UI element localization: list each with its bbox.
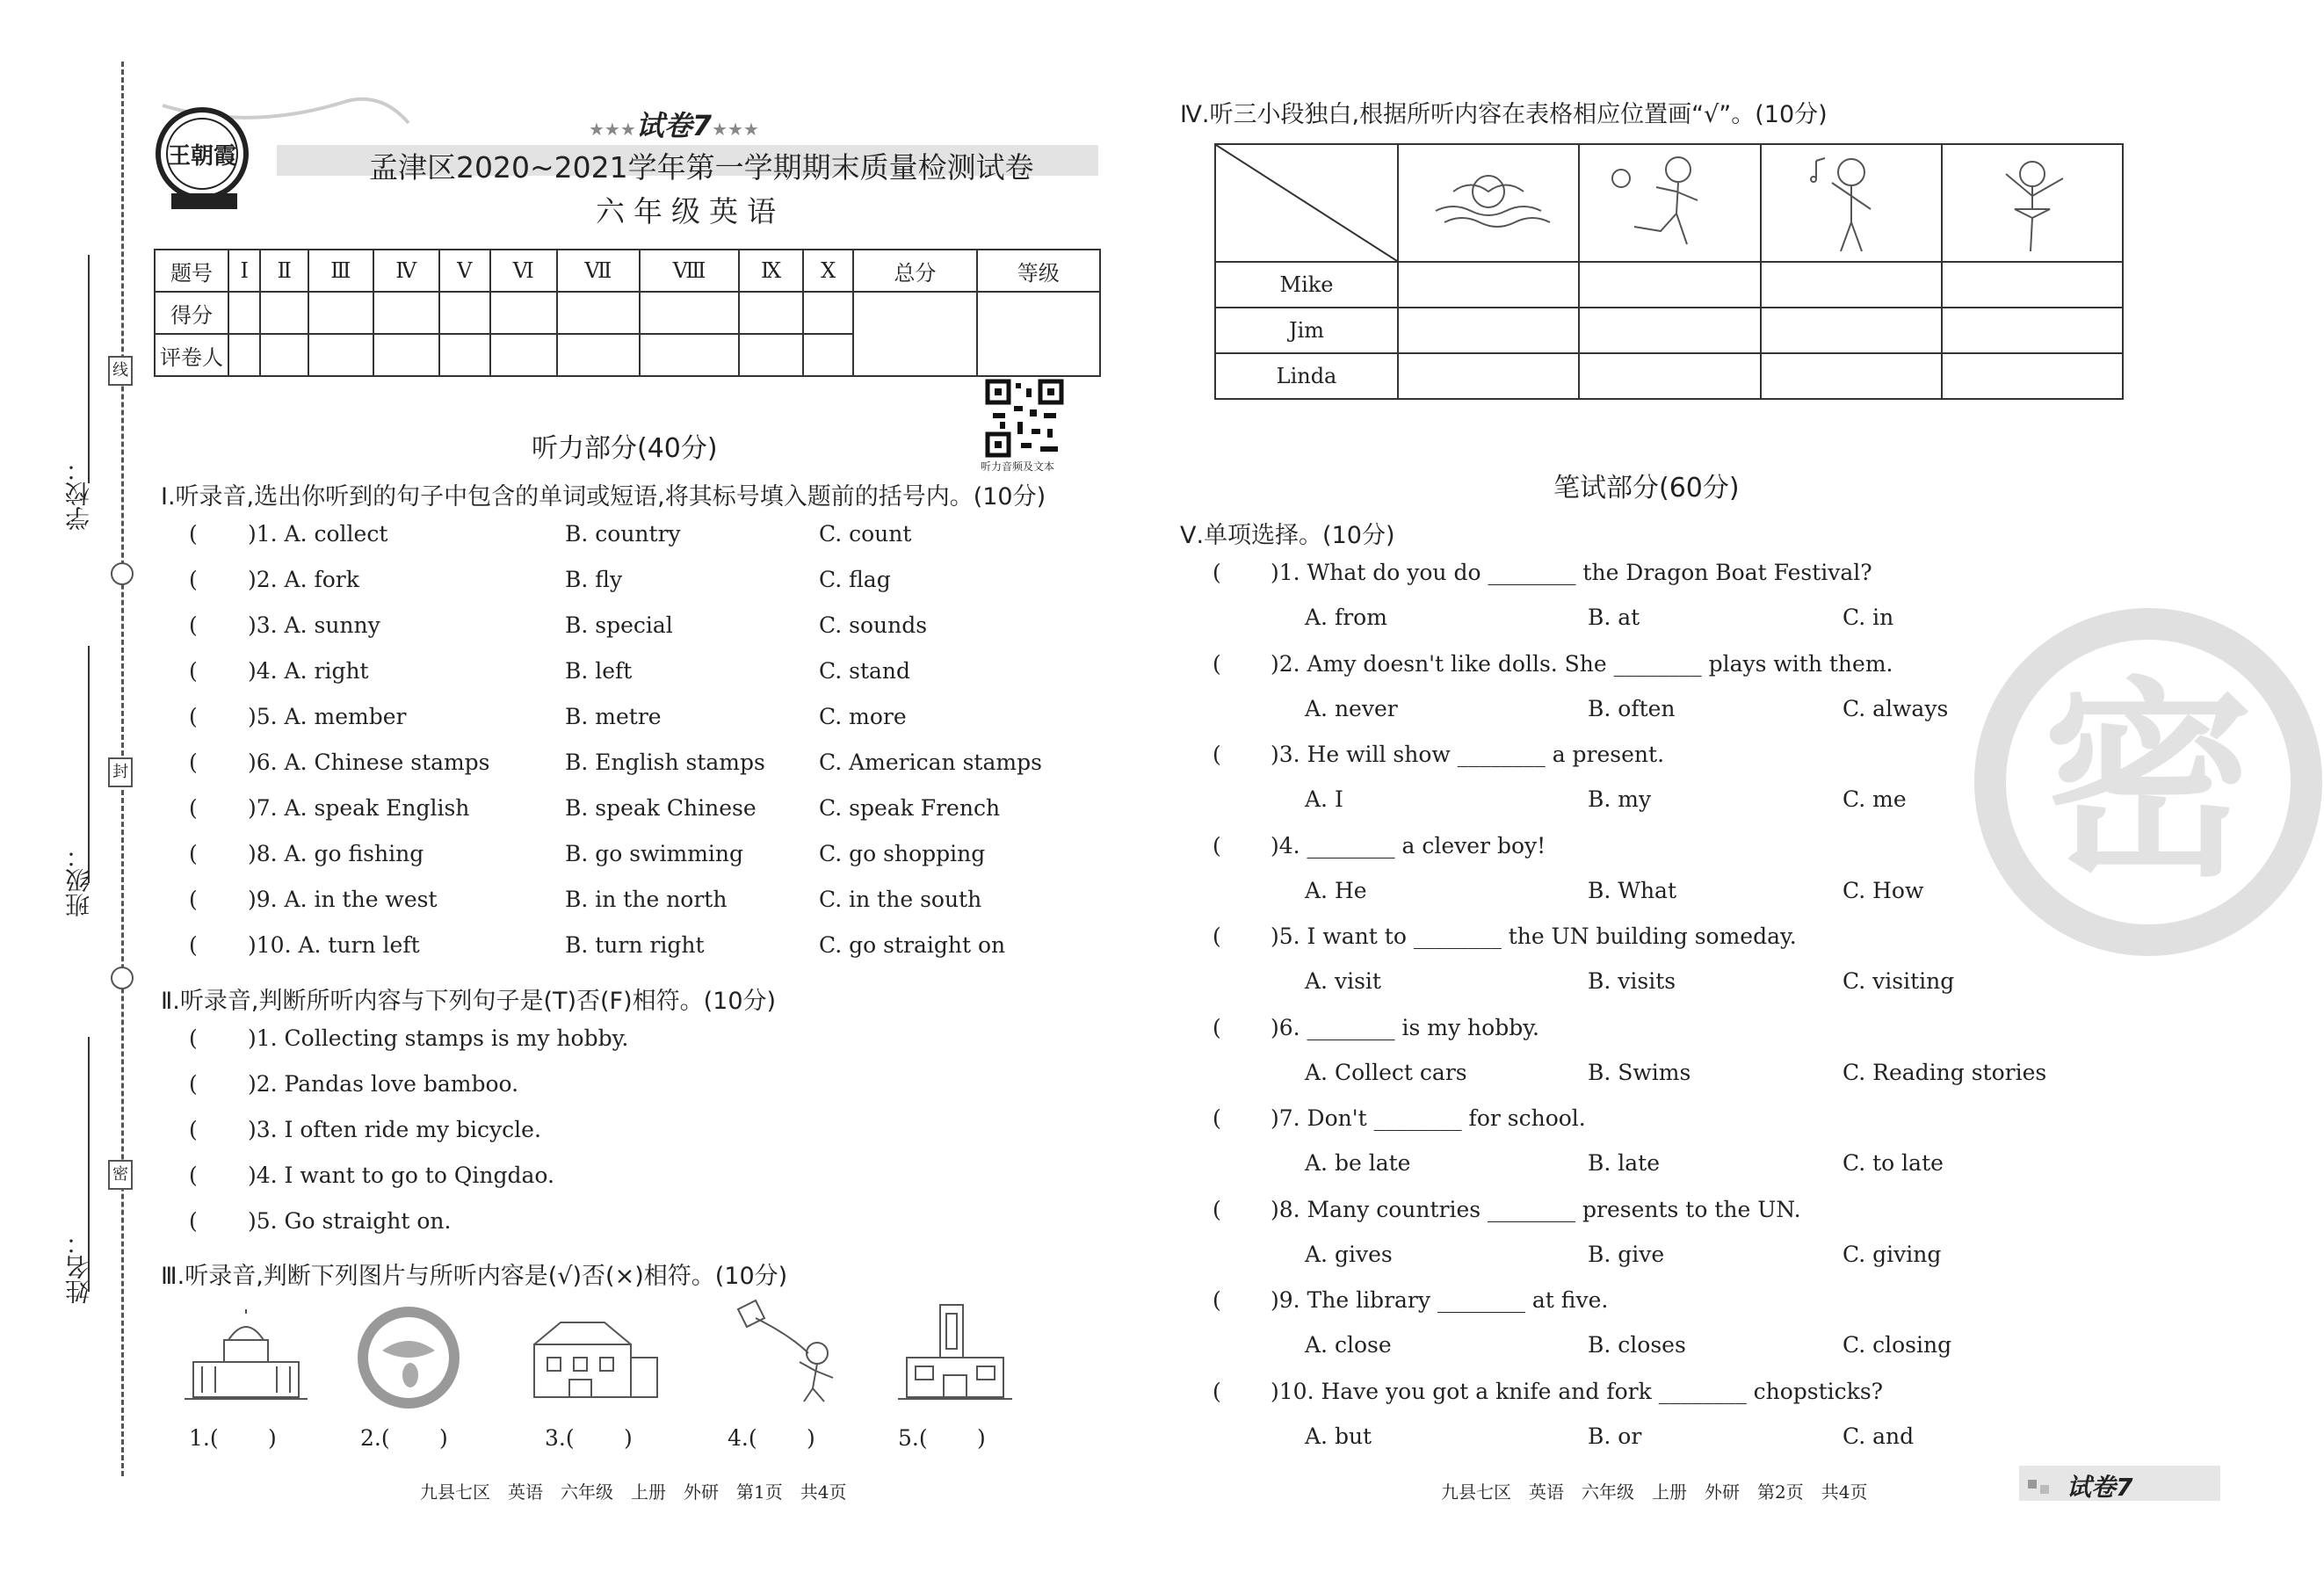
qr-code[interactable] [986, 380, 1063, 457]
part3-number: 4.( [728, 1425, 757, 1451]
tower-building-picture [898, 1300, 1012, 1406]
part1-option-c: C. speak French [819, 795, 1001, 821]
tick-cell[interactable] [1579, 353, 1760, 399]
part1-option-c: C. sounds [819, 612, 928, 638]
part2-question-row [189, 1163, 804, 1192]
part1-question-row [189, 841, 1032, 871]
part1-option-a: )7. A. speak English [248, 795, 470, 821]
answer-bracket-close[interactable]: ) [624, 1425, 633, 1451]
score-header-cell: Ⅰ [228, 250, 260, 292]
part3-number: 2.( [360, 1425, 390, 1451]
part3-number: 3.( [545, 1425, 575, 1451]
part5-option-c: C. and [1843, 1423, 1915, 1449]
answer-bracket[interactable]: ( [1213, 1105, 1221, 1131]
answer-bracket[interactable]: ( [189, 841, 198, 866]
part5-question-row [1213, 1379, 2091, 1409]
part5-question-row [1213, 560, 2091, 590]
part1-question-row [189, 612, 1032, 642]
dancing-picture-cell [1942, 144, 2123, 262]
person-mike: Mike [1215, 262, 1398, 308]
binding-hole [111, 562, 134, 585]
part3-answer-label [898, 1425, 1021, 1455]
score-header-cell: 总分 [853, 250, 976, 292]
grader-cell[interactable] [490, 334, 557, 376]
listening-title: 听力部分(40分) [532, 433, 718, 464]
part3-answer-label [189, 1425, 312, 1455]
part1-question-row [189, 932, 1032, 962]
grader-cell[interactable] [640, 334, 739, 376]
part2-statement: )5. Go straight on. [248, 1208, 452, 1234]
tick-cell[interactable] [1398, 308, 1579, 353]
score-cell[interactable] [373, 292, 440, 334]
part5-option-b: B. late [1588, 1150, 1661, 1176]
exam-subtitle: 六年级英语 [596, 194, 785, 228]
score-header-cell: 题号 [155, 250, 228, 292]
part4-table [1214, 143, 2124, 400]
answer-bracket[interactable]: ( [189, 1071, 198, 1097]
tick-cell[interactable] [1579, 262, 1760, 308]
part5-options-row [1305, 1332, 2096, 1362]
tick-cell[interactable] [1761, 308, 1942, 353]
part5-option-c: C. to late [1843, 1150, 1944, 1176]
answer-bracket-close[interactable]: ) [268, 1425, 277, 1451]
watermark-text: 密 [2042, 659, 2254, 905]
part5-option-c: C. Reading stories [1843, 1059, 2047, 1085]
part5-option-b: B. or [1588, 1423, 1642, 1449]
part1-option-a: )8. A. go fishing [248, 841, 424, 866]
part5-options-row [1305, 1242, 2096, 1271]
binding-char-mi: 密 [108, 1160, 133, 1190]
part5-option-a: A. but [1305, 1423, 1372, 1449]
part1-question-row [189, 795, 1032, 825]
part3-answer-label [360, 1425, 483, 1455]
part5-question: )8. Many countries ________ presents to the UN. [1271, 1196, 1801, 1222]
part2-statement: )1. Collecting stamps is my hobby. [248, 1025, 629, 1051]
part1-option-a: )9. A. in the west [248, 887, 438, 912]
no-food-sign-picture [356, 1305, 461, 1410]
score-header-cell: 等级 [977, 250, 1100, 292]
part5-options-row [1305, 1423, 2096, 1453]
part5-options-row [1305, 1060, 2096, 1090]
part1-option-b: B. country [565, 521, 681, 547]
score-cell[interactable] [260, 292, 308, 334]
part5-question-row [1213, 742, 2091, 772]
part2-heading: Ⅱ.听录音,判断所听内容与下列句子是(T)否(F)相符。(10分) [161, 988, 777, 1015]
part1-option-b: B. fly [565, 567, 623, 592]
person-linda: Linda [1215, 353, 1398, 399]
part5-option-c: C. How [1843, 877, 1924, 903]
part1-option-c: C. American stamps [819, 750, 1042, 775]
score-header-cell: Ⅸ [739, 250, 803, 292]
part5-option-a: A. gives [1305, 1241, 1393, 1267]
part5-option-c: C. visiting [1843, 968, 1955, 994]
part5-question-row [1213, 924, 2091, 953]
part1-option-b: B. English stamps [565, 750, 765, 775]
answer-bracket[interactable]: ( [1213, 1014, 1221, 1040]
part3-heading: Ⅲ.听录音,判断下列图片与所听内容是(√)否(×)相符。(10分) [161, 1263, 788, 1290]
score-header-cell: Ⅷ [640, 250, 739, 292]
footer-left: 九县七区 英语 六年级 上册 外研 第1页 共4页 [420, 1481, 847, 1503]
tick-cell[interactable] [1942, 353, 2123, 399]
answer-bracket[interactable]: ( [1213, 742, 1221, 767]
part2-statement: )4. I want to go to Qingdao. [248, 1163, 554, 1188]
part5-question: )10. Have you got a knife and fork ________ chopsticks? [1271, 1378, 1884, 1404]
score-header-cell: Ⅱ [260, 250, 308, 292]
tick-cell[interactable] [1942, 308, 2123, 353]
part1-option-b: B. in the north [565, 887, 728, 912]
school-label: 学校： [64, 457, 93, 531]
part1-heading: Ⅰ.听录音,选出你听到的句子中包含的单词或短语,将其标号填入题前的括号内。(10分) [161, 483, 1046, 511]
part5-option-c: C. always [1843, 695, 1949, 721]
grade-cell[interactable] [977, 292, 1100, 376]
part2-statement: )2. Pandas love bamboo. [248, 1071, 519, 1097]
part5-option-b: B. Swims [1588, 1059, 1691, 1085]
ballet-girl-icon [1962, 148, 2103, 253]
series-label: ★★★试卷7★★★ [589, 109, 759, 142]
score-row-label: 得分 [155, 292, 228, 334]
binding-char-xian: 线 [108, 356, 133, 386]
part1-question-row [189, 521, 1032, 551]
part5-question: )6. ________ is my hobby. [1271, 1014, 1539, 1040]
score-header-cell: Ⅶ [557, 250, 640, 292]
class-label: 班级： [64, 844, 93, 917]
part5-question-row [1213, 1197, 2091, 1227]
part5-option-a: A. visit [1305, 968, 1381, 994]
part1-option-c: C. stand [819, 658, 911, 684]
part1-option-b: B. special [565, 612, 673, 638]
answer-bracket[interactable]: ( [189, 750, 198, 775]
part1-question-row [189, 704, 1032, 734]
singing-boy-icon [1781, 148, 1922, 253]
part5-option-c: C. giving [1843, 1241, 1942, 1267]
series-text: 试卷7 [635, 109, 713, 142]
part2-statement: )3. I often ride my bicycle. [248, 1117, 541, 1142]
part1-option-a: )4. A. right [248, 658, 369, 684]
watermark-seal [1973, 606, 2324, 958]
part3-number: 1.( [189, 1425, 219, 1451]
grader-cell[interactable] [308, 334, 373, 376]
tick-cell[interactable] [1761, 262, 1942, 308]
answer-bracket[interactable]: ( [1213, 1287, 1221, 1313]
part1-option-c: C. in the south [819, 887, 982, 912]
part1-question-row [189, 567, 1032, 597]
part5-option-b: B. What [1588, 877, 1677, 903]
answer-bracket[interactable]: ( [1213, 1378, 1221, 1404]
part5-option-a: A. from [1305, 605, 1387, 630]
part1-option-a: )2. A. fork [248, 567, 359, 592]
score-cell[interactable] [739, 292, 803, 334]
answer-bracket[interactable]: ( [189, 1025, 198, 1051]
score-cell[interactable] [439, 292, 490, 334]
part5-question-row [1213, 651, 2091, 681]
part5-option-b: B. give [1588, 1241, 1665, 1267]
answer-bracket[interactable]: ( [189, 704, 198, 729]
answer-bracket[interactable]: ( [189, 1208, 198, 1234]
tick-cell[interactable] [1942, 262, 2123, 308]
football-picture-cell [1579, 144, 1760, 262]
part1-option-c: C. go straight on [819, 932, 1006, 958]
answer-bracket[interactable]: ( [189, 567, 198, 592]
tick-cell[interactable] [1398, 262, 1579, 308]
tick-cell[interactable] [1579, 308, 1760, 353]
part1-question-row [189, 658, 1032, 688]
part3-answer-label [728, 1425, 851, 1455]
binding-char-feng: 封 [108, 757, 133, 787]
person-jim: Jim [1215, 308, 1398, 353]
diagonal-corner-cell [1215, 144, 1398, 262]
grader-cell[interactable] [228, 334, 260, 376]
tick-cell[interactable] [1398, 353, 1579, 399]
answer-bracket[interactable]: ( [1213, 1196, 1221, 1222]
answer-bracket[interactable]: ( [189, 1117, 198, 1142]
score-cell[interactable] [803, 292, 853, 334]
part5-heading: Ⅴ.单项选择。(10分) [1180, 522, 1395, 549]
part1-option-b: B. speak Chinese [565, 795, 757, 821]
answer-bracket-close[interactable]: ) [439, 1425, 448, 1451]
part5-question: )5. I want to ________ the UN building someday. [1271, 924, 1797, 949]
part1-option-b: B. go swimming [565, 841, 744, 866]
part4-heading: Ⅳ.听三小段独白,根据所听内容在表格相应位置画“√”。(10分) [1180, 101, 1828, 128]
capitol-building-picture [185, 1309, 308, 1406]
part1-option-b: B. turn right [565, 932, 705, 958]
answer-bracket[interactable]: ( [189, 795, 198, 821]
part5-option-c: C. closing [1843, 1332, 1952, 1358]
score-table [154, 249, 1101, 377]
part5-option-c: C. me [1843, 786, 1907, 812]
answer-bracket[interactable]: ( [1213, 560, 1221, 585]
answer-bracket[interactable]: ( [189, 932, 198, 958]
writing-title: 笔试部分(60分) [1553, 473, 1740, 503]
part1-option-c: C. count [819, 521, 912, 547]
score-header-cell: Ⅲ [308, 250, 373, 292]
part1-option-b: B. left [565, 658, 633, 684]
footer-tag: 试卷7 [2067, 1473, 2133, 1502]
part5-option-a: A. Collect cars [1305, 1059, 1467, 1085]
part1-question-row [189, 887, 1032, 916]
footer-tag-bar [2019, 1466, 2220, 1501]
part5-question-row [1213, 833, 2091, 863]
grader-cell[interactable] [260, 334, 308, 376]
answer-bracket[interactable]: ( [189, 612, 198, 638]
score-cell[interactable] [228, 292, 260, 334]
grader-cell[interactable] [739, 334, 803, 376]
answer-bracket[interactable]: ( [1213, 924, 1221, 949]
part1-option-a: )10. A. turn left [248, 932, 420, 958]
answer-bracket-close[interactable]: ) [977, 1425, 986, 1451]
score-header-cell: Ⅴ [439, 250, 490, 292]
part5-question-row [1213, 1287, 2091, 1317]
part5-option-b: B. closes [1588, 1332, 1686, 1358]
school-line [88, 255, 90, 483]
part5-question: )2. Amy doesn't like dolls. She ________ plays with them. [1271, 650, 1893, 677]
binding-hole [111, 967, 134, 989]
answer-bracket[interactable]: ( [189, 658, 198, 684]
qr-caption: 听力音频及文本 [981, 460, 1055, 473]
grader-cell[interactable] [373, 334, 440, 376]
footer-right: 九县七区 英语 六年级 上册 外研 第2页 共4页 [1441, 1481, 1868, 1503]
part1-option-a: )6. A. Chinese stamps [248, 750, 490, 775]
part2-question-row [189, 1071, 804, 1101]
part5-question: )7. Don't ________ for school. [1271, 1105, 1586, 1131]
answer-bracket[interactable]: ( [1213, 832, 1221, 858]
total-score-cell[interactable] [853, 292, 976, 376]
part5-question-row [1213, 1015, 2091, 1045]
part2-question-row [189, 1025, 804, 1055]
part5-question-row [1213, 1105, 2091, 1135]
score-cell[interactable] [490, 292, 557, 334]
part1-option-a: )3. A. sunny [248, 612, 380, 638]
part1-option-c: C. flag [819, 567, 891, 592]
answer-bracket[interactable]: ( [189, 887, 198, 912]
exam-title: 孟津区2020~2021学年第一学期期末质量检测试卷 [369, 150, 1034, 185]
part1-option-a: )5. A. member [248, 704, 407, 729]
part1-option-a: )1. A. collect [248, 521, 388, 547]
score-row-label: 评卷人 [155, 334, 228, 376]
part2-question-row [189, 1208, 804, 1238]
score-cell[interactable] [308, 292, 373, 334]
part5-option-a: A. I [1305, 786, 1343, 812]
part2-question-row [189, 1117, 804, 1147]
grader-cell[interactable] [439, 334, 490, 376]
grader-cell[interactable] [803, 334, 853, 376]
part5-option-a: A. close [1305, 1332, 1392, 1358]
part5-question: )3. He will show ________ a present. [1271, 742, 1665, 767]
swimming-icon [1418, 156, 1559, 244]
singing-picture-cell [1761, 144, 1942, 262]
part5-question: )9. The library ________ at five. [1271, 1287, 1609, 1313]
part5-option-c: C. in [1843, 605, 1894, 630]
part5-question: )1. What do you do ________ the Dragon Boat Festival? [1271, 560, 1872, 585]
part5-option-a: A. He [1305, 877, 1367, 903]
part1-option-c: C. more [819, 704, 907, 729]
part5-option-a: A. be late [1305, 1150, 1411, 1176]
part5-option-a: A. never [1305, 695, 1398, 721]
part1-option-b: B. metre [565, 704, 662, 729]
score-header-cell: Ⅵ [490, 250, 557, 292]
answer-bracket[interactable]: ( [1213, 650, 1221, 677]
tick-cell[interactable] [1761, 353, 1942, 399]
part5-question: )4. ________ a clever boy! [1271, 832, 1546, 858]
score-cell[interactable] [557, 292, 640, 334]
logo [154, 101, 250, 215]
part5-option-b: B. at [1588, 605, 1640, 630]
kite-girl-picture [720, 1300, 843, 1406]
part5-options-row [1305, 968, 2096, 998]
football-boy-icon [1599, 148, 1740, 253]
part5-option-b: B. my [1588, 786, 1652, 812]
answer-bracket-close[interactable]: ) [807, 1425, 815, 1451]
part5-options-row [1305, 1150, 2096, 1180]
part3-answer-label [545, 1425, 668, 1455]
part1-question-row [189, 750, 1042, 779]
building-picture [525, 1309, 662, 1406]
logo-text: 王朝霞 [167, 143, 236, 170]
grader-cell[interactable] [557, 334, 640, 376]
part1-option-c: C. go shopping [819, 841, 986, 866]
part5-option-b: B. visits [1588, 968, 1676, 994]
part5-option-b: B. often [1588, 695, 1676, 721]
swimming-picture-cell [1398, 144, 1579, 262]
answer-bracket[interactable]: ( [189, 1163, 198, 1188]
name-label: 姓名： [64, 1230, 93, 1304]
part3-number: 5.( [898, 1425, 928, 1451]
answer-bracket[interactable]: ( [189, 521, 198, 547]
score-header-cell: Ⅹ [803, 250, 853, 292]
score-header-cell: Ⅳ [373, 250, 440, 292]
score-cell[interactable] [640, 292, 739, 334]
